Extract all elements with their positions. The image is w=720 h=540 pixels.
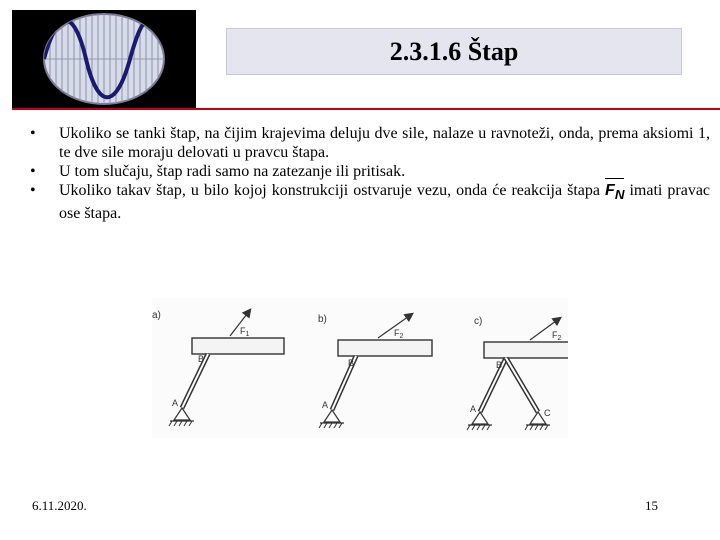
beam [484, 342, 568, 358]
force-vector-symbol: $F_N$ [605, 182, 625, 203]
title-banner [226, 28, 682, 75]
oscilloscope-wave-icon [12, 10, 196, 108]
pin-support [324, 410, 340, 422]
bullet-item [30, 124, 710, 162]
point-label: A [470, 404, 477, 414]
panel-c [467, 316, 568, 430]
point-label: A [322, 400, 329, 410]
footer-date: 6.11.2020. [32, 498, 87, 513]
beam [338, 340, 432, 356]
bullet-dot: • [30, 163, 36, 180]
force-label: $F_2$ [394, 328, 404, 340]
pin-support [174, 408, 190, 420]
panel-a [152, 310, 284, 426]
beam [192, 338, 284, 354]
point-label: B [348, 358, 355, 368]
page-number: 15 [645, 498, 658, 513]
title-divider [12, 108, 720, 110]
point-label: C [544, 408, 551, 418]
bullet-text-before: Ukoliko takav štap, u bilo kojoj konstrukciji ostvaruje vezu, onda će reakcija štapa [59, 182, 600, 199]
rod-diagrams [152, 298, 568, 438]
bullet-dot: • [30, 182, 36, 199]
bullet-item [30, 181, 710, 223]
bullet-dot: • [30, 125, 36, 142]
panel-label: c) [474, 316, 483, 327]
rod-diagram-figure [152, 298, 568, 438]
point-label: B [198, 354, 205, 364]
panel-b [318, 314, 432, 428]
bullet-text: U tom slučaju, štap radi samo na zatezanje ili pritisak. [59, 163, 406, 180]
point-label: B [496, 360, 503, 370]
logo [12, 10, 196, 108]
panel-label: b) [318, 314, 327, 325]
bullet-list [30, 124, 710, 223]
point-label: A [172, 398, 179, 408]
panel-label: a) [152, 310, 161, 321]
bullet-text: Ukoliko se tanki štap, na čijim krajevima deluju dve sile, nalaze u ravnoteži, onda, prema aksiomi 1, te dve sile moraju delovati u pravcu štapa. [59, 125, 710, 161]
force-label: $F_2$ [552, 330, 562, 342]
bullet-text-after: imati pravac ose štapa. [59, 182, 711, 223]
slide-title: 2.3.1.6 Štap [389, 36, 519, 66]
force-label: $F_1$ [240, 326, 250, 338]
